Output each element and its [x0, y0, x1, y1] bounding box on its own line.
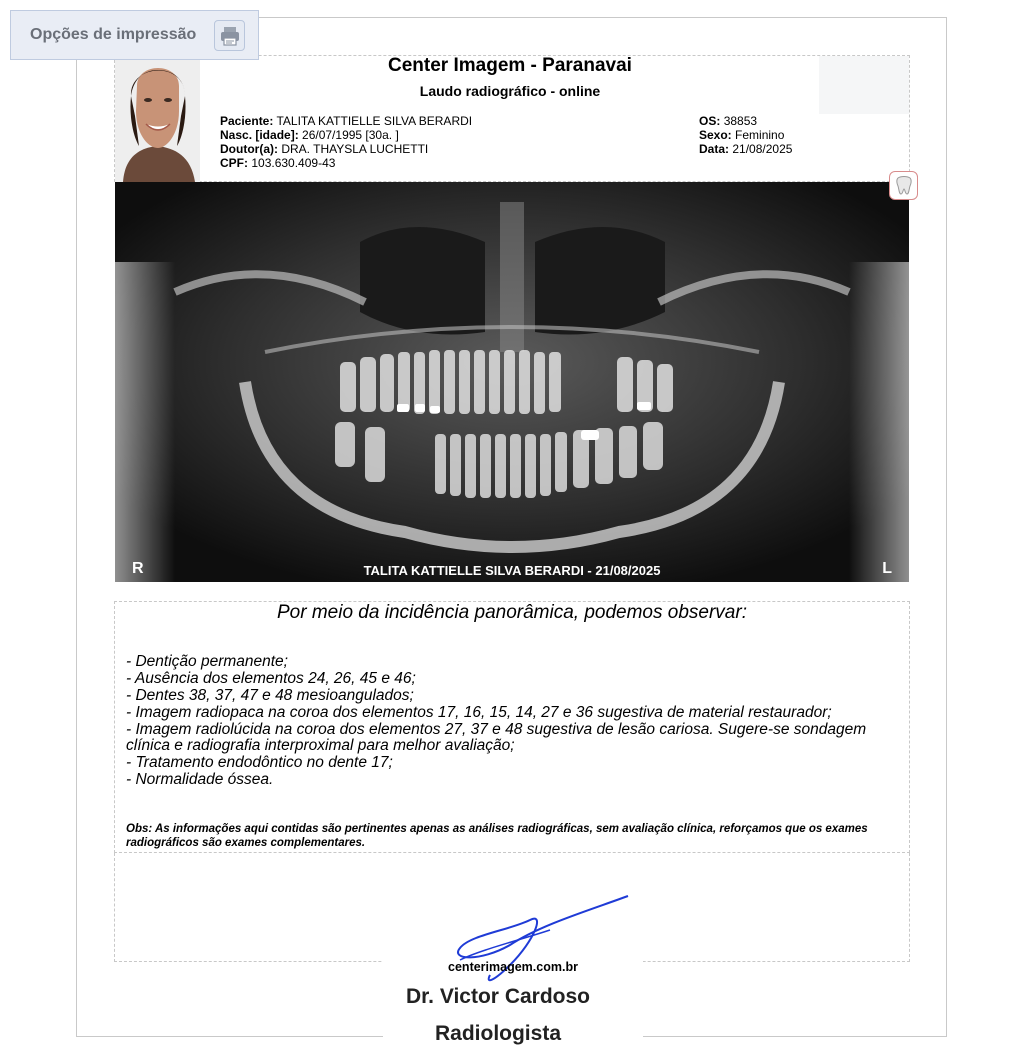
- date-value: 21/08/2025: [732, 142, 793, 156]
- finding-item: - Dentição permanente;: [126, 653, 288, 670]
- sex-label: Sexo:: [699, 128, 732, 142]
- finding-item: - Dentes 38, 37, 47 e 48 mesioangulados;: [126, 687, 414, 704]
- date-row: [699, 142, 792, 156]
- os-label: OS:: [699, 114, 721, 128]
- patient-name-label: Paciente:: [220, 114, 274, 128]
- patient-photo: [115, 56, 200, 182]
- doctor-title: Radiologista: [434, 1022, 561, 1045]
- print-options-label: Opções de impressão: [30, 26, 197, 43]
- patient-name-row: [220, 114, 472, 128]
- findings-title: Por meio da incidência panorâmica, podemos observar:: [277, 602, 747, 623]
- panoramic-xray: [115, 182, 909, 582]
- tooth-button[interactable]: [889, 171, 918, 200]
- signature-image: [440, 890, 640, 990]
- patient-doctor-label: Doutor(a):: [220, 142, 278, 156]
- finding-item: - Tratamento endodôntico no dente 17;: [126, 753, 393, 771]
- report-title: Laudo radiográfico - online: [419, 83, 601, 99]
- xray-right-marker: R: [132, 560, 144, 577]
- sex-row: [699, 128, 784, 142]
- print-options-button[interactable]: [10, 10, 259, 60]
- website-text: centerimagem.com.br: [448, 960, 578, 974]
- finding-item: - Imagem radiolúcida na coroa dos elementos 27, 37 e 48 sugestiva de lesão cariosa. Sugere-se sondagem clínica e radiografia interproximal para melhor avaliação;: [126, 721, 867, 754]
- finding-item: - Ausência dos elementos 24, 26, 45 e 46;: [126, 670, 416, 687]
- patient-cpf-label: CPF:: [220, 156, 248, 170]
- patient-birth-label: Nasc. [idade]:: [220, 128, 299, 142]
- xray-caption: TALITA KATTIELLE SILVA BERARDI - 21/08/2025: [363, 563, 661, 578]
- patient-doctor-row: [220, 142, 428, 156]
- patient-cpf-row: [220, 156, 335, 170]
- patient-birth: 26/07/1995 [30a. ]: [302, 128, 399, 142]
- doctor-name: Dr. Victor Cardoso: [406, 985, 590, 1008]
- observation-note: Obs: As informações aqui contidas são pertinentes apenas as análises radiográficas, sem avaliação clínica, reforçamos que os exames radiográficos são exames complementares.: [126, 823, 868, 849]
- date-label: Data:: [699, 142, 730, 156]
- patient-name: TALITA KATTIELLE SILVA BERARDI: [276, 114, 473, 128]
- patient-doctor: DRA. THAYSLA LUCHETTI: [281, 142, 429, 156]
- patient-cpf: 103.630.409-43: [251, 156, 336, 170]
- finding-item: - Normalidade óssea.: [126, 770, 274, 788]
- sex-value: Feminino: [735, 128, 785, 142]
- xray-left-marker: L: [882, 560, 892, 577]
- clinic-logo-placeholder: [819, 56, 909, 114]
- patient-birth-row: [220, 128, 399, 142]
- findings-list: [126, 654, 906, 789]
- os-number: 38853: [723, 114, 758, 128]
- clinic-name: Center Imagem - Paranavai: [388, 55, 632, 76]
- printer-icon[interactable]: [214, 20, 245, 51]
- finding-item: - Imagem radiopaca na coroa dos elementos 17, 16, 15, 14, 27 e 36 sugestiva de material restaurador;: [126, 704, 832, 721]
- tooth-icon: [895, 176, 913, 196]
- os-row: [699, 114, 757, 128]
